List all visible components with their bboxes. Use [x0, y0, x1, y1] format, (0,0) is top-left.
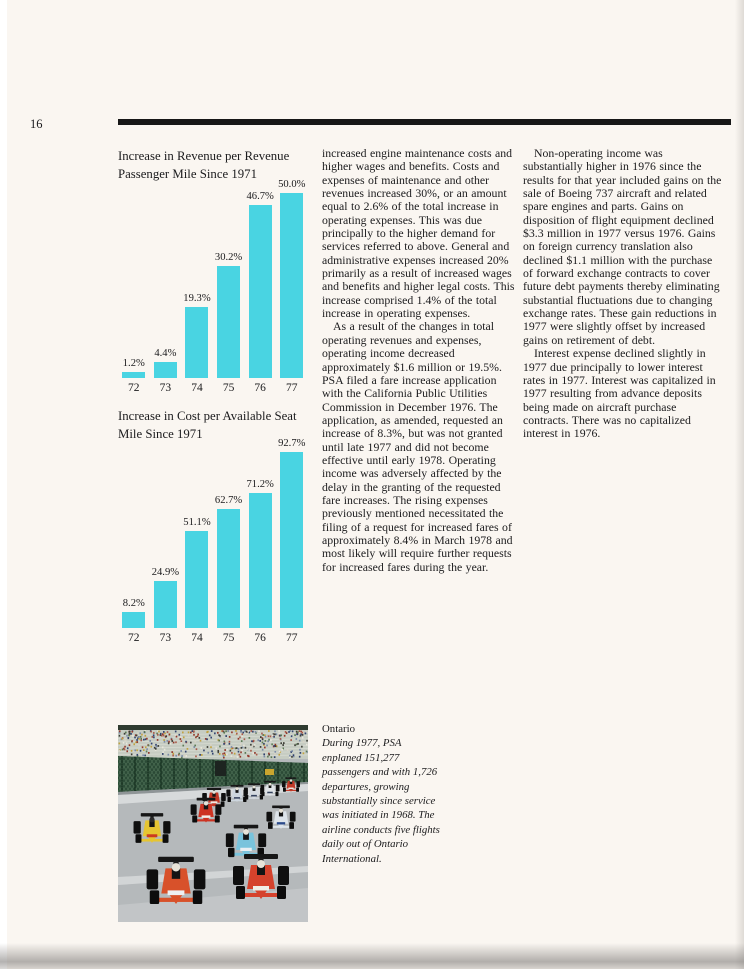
bar-value-label: 4.4%: [154, 347, 177, 359]
bar: [217, 509, 240, 628]
paragraph: As a result of the changes in total operating revenues and expenses, operating income decreased approximately $1.6 million or 19.5%. PSA filed a fare increase application with the California Public Utilities Commission in December 1976. The application, as amended, requested an increase of 8.3%, but was not granted until late 1977 and did not become effective until early 1978. Operating income was adversely affected by the delay in the granting of the requested fare increases. The rising expenses previously mentioned necessitated the filing of a request for increased fares of approximately 8.4% in March 1978 and most likely will require further requests for increased fares during the year.: [322, 319, 513, 574]
race-photo-art: [118, 725, 308, 922]
bar-group: [150, 179, 182, 394]
bar-category-label: 73: [159, 382, 172, 394]
bar-group: [181, 438, 213, 644]
bar-value-label: 92.7%: [278, 437, 306, 449]
bar-value-label: 50.0%: [278, 179, 306, 190]
bar-group: [118, 438, 150, 644]
bar-group: [118, 179, 150, 394]
photo-caption: [322, 722, 440, 866]
caption-title: Ontario: [322, 723, 355, 735]
bar-category-label: 74: [191, 632, 203, 644]
bar-group: [213, 179, 245, 394]
caption-text: During 1977, PSA enplaned 151,277 passengers and with 1,726 departures, growing substantially since service was initiated in 1968. The airline conducts five flights daily out of Ontario International.: [322, 737, 440, 865]
bar-category-label: 73: [159, 632, 172, 644]
bar-category-label: 75: [222, 632, 235, 644]
bar-category-label: 75: [222, 382, 235, 394]
bar-value-label: 51.1%: [183, 516, 211, 528]
bar-value-label: 24.9%: [151, 566, 180, 578]
bar-group: [276, 179, 308, 394]
scan-edge-left: [0, 0, 7, 969]
article-column-middle: [322, 147, 518, 574]
scan-edge-bottom: [0, 943, 744, 969]
revenue-per-rpm-chart: [118, 148, 310, 394]
paragraph: increased engine maintenance costs and higher wages and benefits. Costs and expenses of maintenance and other revenues increased 30%, or an amount equal to 2.6% of the total increase in operating expenses. This was due principally to the higher demand for services referred to above. General and administrative expenses increased 20% primarily as a result of increased wages and benefits and higher legal costs. This increase comprised 1.4% of the total increase in operating expenses.: [322, 146, 515, 321]
bar: [185, 307, 208, 378]
paragraph: Interest expense declined slightly in 1977 due principally to lower interest rates in 1977. Interest was capitalized in 1977 resulting from advance deposits being made on aircraft purchase contracts. There was no capitalized interest in 1976.: [523, 346, 716, 441]
bar-value-label: 71.2%: [246, 478, 274, 490]
bar: [154, 362, 177, 378]
chart-title: Increase in Revenue per Revenue Passenger Mile Since 1971: [118, 149, 290, 181]
bar-value-label: 46.7%: [246, 191, 274, 203]
page-number: 16: [30, 117, 43, 131]
chart-title: Increase in Cost per Available Seat Mile Since 1971: [118, 409, 297, 441]
bar-category-label: 76: [254, 632, 266, 644]
article-column-right: [523, 147, 725, 441]
bar: [154, 581, 177, 628]
bar-group: [244, 179, 276, 394]
bar: [280, 193, 303, 378]
bar-value-label: 19.3%: [183, 292, 211, 304]
bar-category-label: 76: [254, 382, 266, 394]
top-rule: [118, 119, 731, 125]
bar: [280, 452, 303, 628]
bar-category-label: 77: [286, 382, 298, 394]
bar-group: [213, 438, 245, 644]
bar-category-label: 74: [191, 382, 203, 394]
bar-group: [181, 179, 213, 394]
bar: [249, 205, 272, 378]
bars: [118, 179, 308, 394]
bar-value-label: 1.2%: [122, 358, 145, 369]
bar-category-label: 72: [128, 382, 140, 394]
bar-group: [276, 438, 308, 644]
bar: [122, 612, 145, 628]
cost-per-asm-chart: [118, 408, 310, 644]
bar-value-label: 30.2%: [214, 252, 243, 264]
bar: [185, 531, 208, 628]
bar-category-label: 77: [286, 632, 298, 644]
bar-group: [244, 438, 276, 644]
scan-edge-right: [735, 0, 744, 969]
bar: [217, 266, 240, 378]
bars: [118, 438, 308, 644]
bar-group: [150, 438, 182, 644]
bar-value-label: 8.2%: [122, 598, 145, 610]
bar: [249, 493, 272, 628]
bar-category-label: 72: [128, 632, 140, 644]
paragraph: Non-operating income was substantially higher in 1976 since the results for that year included gains on the sale of Boeing 737 aircraft and related spare engines and parts. Gains on disposition of flight equipment declined $3.3 million in 1977 versus 1976. Gains on foreign currency translation also declined $1.1 million with the purchase of forward exchange contracts to cover future debt payments thereby eliminating substantial fluctuations due to changing exchange rates. These gain reductions in 1977 were slightly offset by increased gains on retirement of debt.: [523, 146, 722, 347]
bar-value-label: 62.7%: [214, 494, 243, 506]
